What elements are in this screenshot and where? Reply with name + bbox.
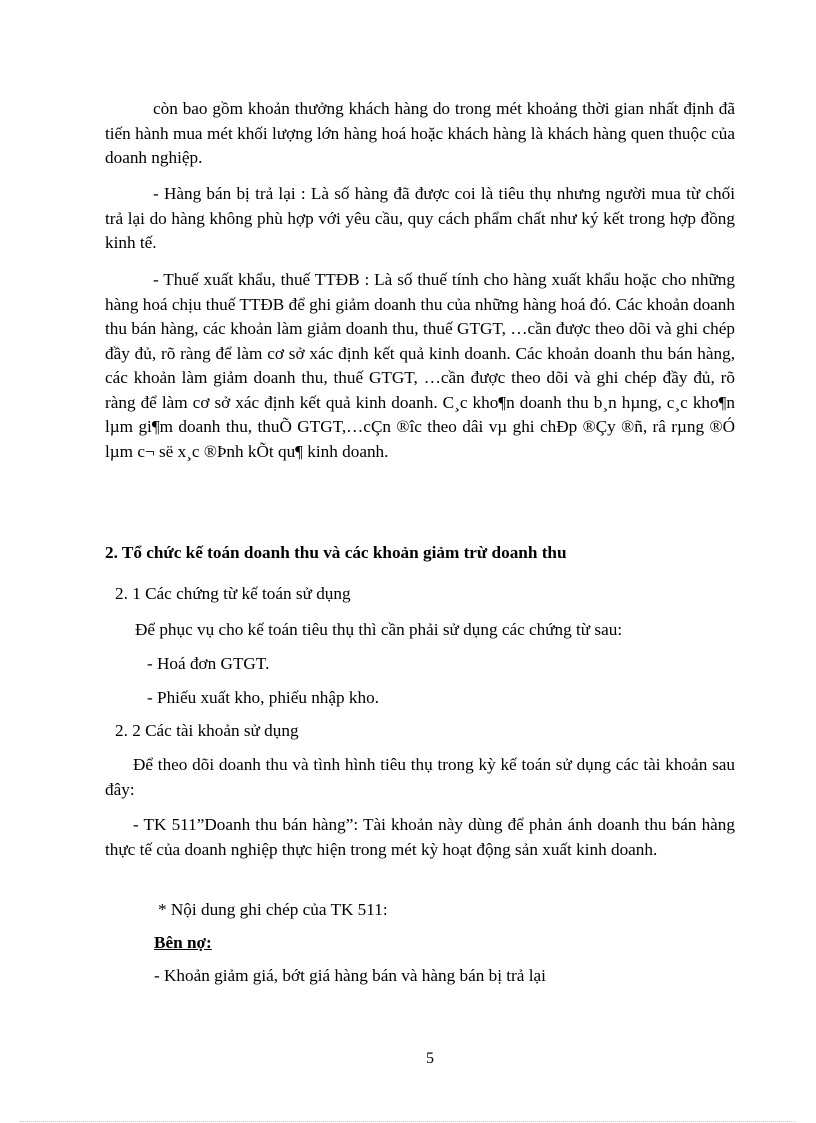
documents-intro: Để phục vụ cho kế toán tiêu thụ thì cần phải sử dụng các chứng từ sau: (135, 620, 623, 639)
paragraph-export-tax: - Thuế xuất khẩu, thuế TTĐB : Là số thuế tính cho hàng xuất khẩu hoặc cho những hàng hoá chịu thuế TTĐB để ghi giảm doanh thu của những hàng hoá đó. Các khoản doanh thu bán hàng, các khoản làm giảm doanh thu, thuế GTGT, …cần được theo dõi và ghi chép đầy đủ, rõ ràng để làm cơ sở xác định kết quả kinh doanh. Các khoản doanh thu bán hàng, các khoản làm giảm doanh thu, thuế GTGT, …cần được theo dõi và ghi chép đầy đủ, rõ ràng để làm cơ sở xác định kết quả kinh doanh. C¸c kho¶n doanh thu b¸n hµng, c¸c kho¶n lµm gi¶m doanh thu, thuÕ GTGT,…cÇn ®îc theo dâi vµ ghi chÐp ®Çy ®ñ, râ rµng ®Ó lµm c¬ së x¸c ®Þnh kÕt qu¶ kinh doanh. (105, 270, 735, 461)
paragraph-bonus-continuation: còn bao gồm khoản thưởng khách hàng do trong mét khoảng thời gian nhất định đã tiến hành mua mét khối lượng lớn hàng hoá hoặc khách hàng là khách hàng quen thuộc của doanh nghiệp. (105, 99, 735, 167)
document-item-invoice: - Hoá đơn GTGT. (147, 654, 270, 673)
section-heading: 2. Tổ chức kế toán doanh thu và các khoản giảm trừ doanh thu (105, 543, 567, 562)
paragraph-returned-goods: - Hàng bán bị trả lại : Là số hàng đã được coi là tiêu thụ nhưng người mua từ chối trả lại do hàng không phù hợp với yêu cầu, quy cách phẩm chất như ký kết trong hợp đồng kinh tế. (105, 184, 735, 252)
subsection-title-accounts: 2. 2 Các tài khoản sử dụng (115, 721, 299, 740)
page-bottom-divider (20, 1121, 796, 1122)
debit-side-label: Bên nợ: (154, 933, 212, 952)
tk511-description: - TK 511”Doanh thu bán hàng”: Tài khoản này dùng để phản ánh doanh thu bán hàng thực tế của doanh nghiệp thực hiện trong mét kỳ hoạt động sản xuất kinh doanh. (105, 815, 735, 859)
accounts-intro: Để theo dõi doanh thu và tình hình tiêu thụ trong kỳ kế toán sử dụng các tài khoản sau đây: (105, 755, 735, 799)
document-item-warehouse-slips: - Phiếu xuất kho, phiếu nhập kho. (147, 688, 379, 707)
page-number: 5 (426, 1050, 434, 1067)
subsection-title-documents: 2. 1 Các chứng từ kế toán sử dụng (115, 584, 351, 603)
tk511-content-note: * Nội dung ghi chép của TK 511: (158, 900, 388, 919)
debit-item-discounts-returns: - Khoản giảm giá, bớt giá hàng bán và hàng bán bị trả lại (154, 966, 546, 985)
